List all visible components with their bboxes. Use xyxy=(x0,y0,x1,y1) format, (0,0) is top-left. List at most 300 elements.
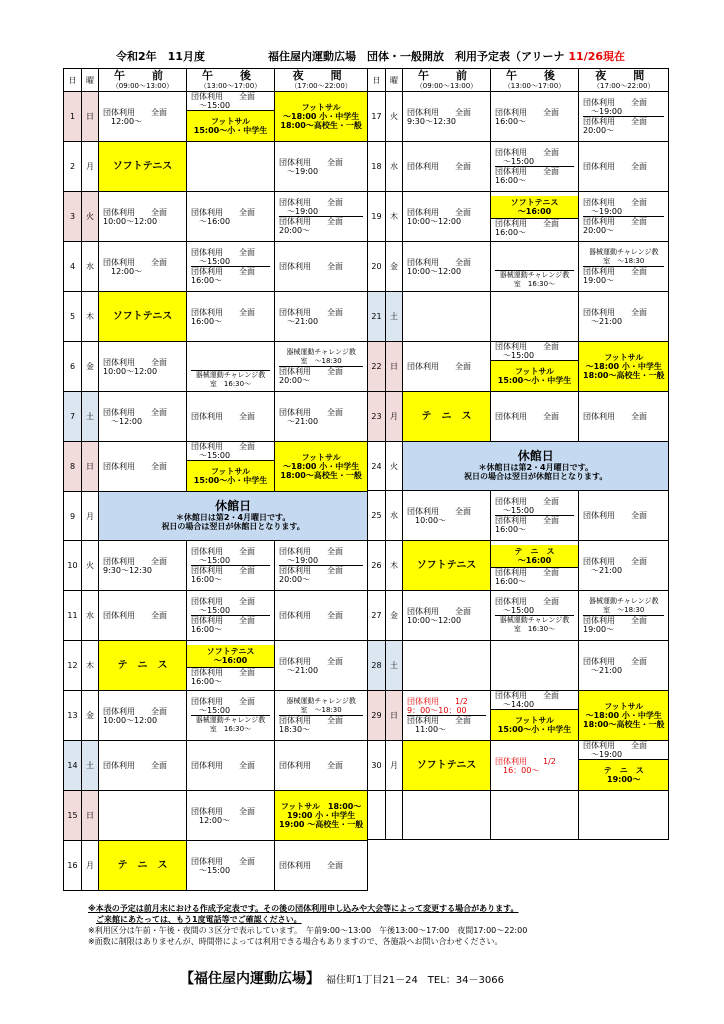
tennis-block xyxy=(579,759,668,790)
entry-time: 19:00～ xyxy=(583,625,615,634)
pm-cell xyxy=(187,791,275,841)
entry: ～18:00 小・中学生 xyxy=(585,711,662,720)
entry: 器械運動チャレンジ教 xyxy=(495,270,574,280)
weekday: 月 xyxy=(82,841,99,891)
entry: フットサル xyxy=(301,103,341,112)
entry: フットサル xyxy=(514,716,555,725)
entry: フットサル xyxy=(604,353,644,362)
table-row xyxy=(368,392,669,442)
table-row xyxy=(64,791,368,841)
col-pm xyxy=(187,69,275,92)
table-row xyxy=(368,292,669,342)
entry-time: 16:00～ xyxy=(495,176,527,185)
entry-time: 12:00～ xyxy=(111,266,143,276)
entry: 団体利用 全面 xyxy=(583,741,647,750)
entry: 団体利用 全面 xyxy=(583,412,647,421)
table-row xyxy=(64,342,368,392)
day-number: 2 xyxy=(64,142,82,192)
weekday: 金 xyxy=(386,591,403,641)
night-cell xyxy=(579,192,669,242)
entry: 19:00 小・中学生 xyxy=(287,811,356,820)
entry: 団体利用 全面 xyxy=(495,568,559,577)
pm-cell xyxy=(187,541,275,591)
table-row xyxy=(368,791,669,840)
entry-time: 室 16:30～ xyxy=(209,725,252,733)
entry: 団体利用 全面 xyxy=(279,307,343,317)
entry: 団体利用 全面 xyxy=(495,166,574,176)
entry: 団体利用 全面 xyxy=(279,262,343,271)
entry: 団体利用 全面 xyxy=(103,357,167,367)
entry: 団体利用 全面 xyxy=(583,511,647,520)
pm-cell xyxy=(491,691,579,741)
entry-time: ～21:00 xyxy=(591,565,623,575)
entry-time: ～21:00 xyxy=(591,316,623,326)
night-cell xyxy=(579,641,669,691)
day-number: 10 xyxy=(64,541,82,591)
day-number: 22 xyxy=(368,342,386,392)
day-number: 21 xyxy=(368,292,386,342)
entry-time: ～15:00 xyxy=(503,157,535,166)
entry: 団体利用 全面 xyxy=(103,556,167,566)
weekday: 水 xyxy=(386,142,403,192)
pm-cell xyxy=(491,192,579,242)
entry: 団体利用 全面 xyxy=(191,307,255,317)
footer xyxy=(180,968,504,988)
entry: 団体利用 全面 xyxy=(191,248,255,257)
futsal-block xyxy=(491,709,578,740)
entry: 団体利用 全面 xyxy=(279,861,343,870)
pm-label: 午 後 xyxy=(506,69,563,82)
am-cell xyxy=(99,741,187,791)
am-cell xyxy=(403,392,491,442)
pm-cell xyxy=(187,691,275,741)
am-cell xyxy=(403,242,491,292)
weekday: 日 xyxy=(82,92,99,142)
night-label: 夜 間 xyxy=(292,69,350,82)
am-cell xyxy=(99,591,187,641)
entry: 団体利用 全面 xyxy=(495,691,559,700)
note-4: ※面数に制限はありませんが、時間帯によっては利用できる場合もありますので、各施設へお問い合わせください。 xyxy=(88,937,503,946)
entry-time: 10:00～12:00 xyxy=(103,715,158,725)
entry: 団体利用 全面 xyxy=(407,207,471,217)
entry: テ ニ ス xyxy=(514,547,555,556)
col-night xyxy=(275,69,368,92)
weekday: 日 xyxy=(386,342,403,392)
closed-note: 祝日の場合は翌日が休館日となります。 xyxy=(161,521,305,531)
entry: 団体利用 全面 xyxy=(191,761,255,770)
night-cell xyxy=(579,691,669,741)
entry: 団体利用 全面 xyxy=(103,611,167,620)
entry-time: 9：00～10：00 xyxy=(407,706,467,715)
entry: 団体利用 全面 xyxy=(279,611,343,620)
day-number: 8 xyxy=(64,442,82,492)
am-cell xyxy=(99,541,187,591)
entry-time: ～19:00 xyxy=(287,207,319,216)
facility-name: 【福住屋内運動広場】 xyxy=(180,971,320,987)
closed-title: 休館日 xyxy=(517,448,554,463)
entry: 団体利用 全面 xyxy=(279,565,363,575)
pm-cell xyxy=(491,92,579,142)
night-cell xyxy=(275,691,368,741)
am-label: 午 前 xyxy=(418,69,475,82)
night-cell xyxy=(579,242,669,292)
empty-cell xyxy=(579,791,669,840)
entry: 器械運動チャレンジ教 xyxy=(191,715,270,725)
am-cell xyxy=(403,591,491,641)
entry: 18:00～高校生・一般 xyxy=(583,371,665,380)
entry-time: ～15:00 xyxy=(199,101,231,110)
entry-time: 11:00～ xyxy=(415,725,447,734)
entry: 19:00 ～高校生・一般 xyxy=(279,820,364,829)
entry: 団体利用 全面 xyxy=(583,307,647,317)
am-cell xyxy=(403,641,491,691)
entry: 団体利用 全面 xyxy=(495,497,559,506)
entry: 18:00～高校生・一般 xyxy=(280,471,362,480)
day-number: 1 xyxy=(64,92,82,142)
table-row xyxy=(64,142,368,192)
table-row xyxy=(368,192,669,242)
entry-time: ～16:00 xyxy=(199,216,231,226)
day-number: 12 xyxy=(64,641,82,691)
night-cell xyxy=(275,142,368,192)
entry: 団体利用 全面 xyxy=(103,761,167,770)
weekday: 日 xyxy=(82,442,99,492)
night-cell xyxy=(275,741,368,791)
table-row xyxy=(64,292,368,342)
pm-cell xyxy=(491,541,579,591)
title-text: 福住屋内運動広場 団体・一般開放 利用予定表（アリーナ xyxy=(268,50,565,63)
entry: 団体利用 全面 xyxy=(583,556,647,566)
night-cell xyxy=(275,192,368,242)
entry-time: 10:00～12:00 xyxy=(407,615,462,625)
entry: 団体利用 全面 xyxy=(191,442,255,451)
entry-time: 室 16:30～ xyxy=(209,380,252,388)
entry: フットサル 18:00～ xyxy=(280,802,362,811)
am-cell xyxy=(403,491,491,541)
day-number: 29 xyxy=(368,691,386,741)
weekday: 金 xyxy=(386,242,403,292)
notes xyxy=(88,903,527,947)
am-cell xyxy=(99,641,187,691)
pm-cell xyxy=(187,242,275,292)
night-cell xyxy=(275,242,368,292)
entry-time: 9:30～12:30 xyxy=(407,116,457,126)
weekday: 水 xyxy=(82,591,99,641)
entry: テ ニ ス xyxy=(421,411,472,422)
day-number: 4 xyxy=(64,242,82,292)
entry: 18:00～高校生・一般 xyxy=(280,121,362,130)
entry-time: 20:00～ xyxy=(583,126,615,135)
entry: 器械運動チャレンジ教 xyxy=(191,370,270,380)
entry-time: 室 ～18:30 xyxy=(300,706,342,714)
entry: ～18:00 小・中学生 xyxy=(283,462,360,471)
entry-time: 19:00～ xyxy=(583,276,615,285)
entry-time: 9:30～12:30 xyxy=(103,565,153,575)
entry: 団体利用 全面 xyxy=(191,92,255,101)
empty-cell xyxy=(403,791,491,840)
calendar-right xyxy=(367,68,669,840)
night-cell xyxy=(275,392,368,442)
night-cell xyxy=(275,641,368,691)
entry-time: ～21:00 xyxy=(287,416,319,426)
table-row xyxy=(64,641,368,691)
entry: 団体利用 全面 xyxy=(495,412,559,421)
table-row xyxy=(64,591,368,641)
table-row xyxy=(64,691,368,741)
entry: 団体利用 全面 xyxy=(407,506,471,516)
day-number: 18 xyxy=(368,142,386,192)
table-row xyxy=(64,392,368,442)
day-number: 3 xyxy=(64,192,82,242)
day-number: 15 xyxy=(64,791,82,841)
entry: 器械運動チャレンジ教 xyxy=(589,597,659,605)
entry: 団体利用 全面 xyxy=(191,412,255,421)
empty-cell xyxy=(491,791,579,840)
weekday: 火 xyxy=(386,442,403,491)
entry-time: ～15:00 xyxy=(199,706,231,715)
table-row xyxy=(368,442,669,491)
entry: 団体利用 全面 xyxy=(407,162,471,171)
entry-time: 16：00～ xyxy=(503,765,540,775)
entry-time: ～16:00 xyxy=(213,656,248,665)
entry: 団体利用 全面 xyxy=(583,266,664,276)
entry: 団体利用 全面 xyxy=(191,668,255,677)
am-cell xyxy=(403,192,491,242)
softtennis-block xyxy=(491,196,578,218)
weekday: 火 xyxy=(82,192,99,242)
night-cell xyxy=(579,142,669,192)
pm-cell xyxy=(187,442,275,492)
night-time: （17:00～22:00） xyxy=(290,82,352,90)
night-cell xyxy=(579,92,669,142)
table-row xyxy=(368,142,669,192)
day-number: 27 xyxy=(368,591,386,641)
am-cell xyxy=(99,342,187,392)
day-number: 16 xyxy=(64,841,82,891)
entry: 団体利用 全面 xyxy=(191,806,255,816)
col-weekday: 曜 xyxy=(82,69,99,92)
table-row xyxy=(368,92,669,142)
entry-time: 16:00～ xyxy=(191,575,223,584)
entry: 団体利用 1/2 xyxy=(407,697,468,706)
entry: 団体利用 全面 xyxy=(583,615,664,625)
entry: 団体利用 全面 xyxy=(279,761,343,770)
futsal-block xyxy=(187,110,274,141)
pm-cell xyxy=(491,292,579,342)
pm-cell xyxy=(187,841,275,891)
entry-time: ～16:00 xyxy=(517,207,552,216)
entry-time: 16:00～ xyxy=(495,116,527,126)
am-time: （09:00～13:00） xyxy=(415,82,478,90)
am-cell xyxy=(99,142,187,192)
am-cell xyxy=(403,691,491,741)
as-of-date: 11/26現在 xyxy=(568,50,626,63)
am-cell xyxy=(403,342,491,392)
col-am xyxy=(403,69,491,92)
entry-time: 16:00～ xyxy=(495,228,527,237)
empty-cell xyxy=(368,791,386,840)
entry-time: 20:00～ xyxy=(279,376,311,385)
night-time: （17:00～22:00） xyxy=(593,82,655,90)
am-time: （09:00～13:00） xyxy=(111,82,174,90)
month-label: 令和2年 11月度 xyxy=(116,50,205,63)
entry: フットサル xyxy=(604,702,644,711)
am-cell xyxy=(99,392,187,442)
entry: 団体利用 全面 xyxy=(191,697,255,706)
entry-time: ～15:00 xyxy=(199,257,231,266)
col-day: 日 xyxy=(368,69,386,92)
night-cell xyxy=(579,491,669,541)
day-number: 26 xyxy=(368,541,386,591)
am-cell xyxy=(99,292,187,342)
futsal-block xyxy=(187,460,274,491)
entry-time: 12:00～ xyxy=(111,116,143,126)
entry-time: 20:00～ xyxy=(279,575,311,584)
entry: 団体利用 全面 xyxy=(279,547,343,556)
weekday: 土 xyxy=(386,641,403,691)
table-row xyxy=(64,192,368,242)
closed-note: ＊休館日は第2・4月曜日です。 xyxy=(175,512,291,522)
am-cell xyxy=(99,442,187,492)
night-cell xyxy=(579,541,669,591)
entry: 15:00～小・中学生 xyxy=(193,476,268,485)
entry-time: ～16:00 xyxy=(517,556,552,565)
table-row xyxy=(64,541,368,591)
col-pm xyxy=(491,69,579,92)
entry-time: ～15:00 xyxy=(199,556,231,565)
note-2: ご来館にあたっては、もう1度電話等でご確認ください。 xyxy=(96,915,302,924)
page-title xyxy=(268,48,625,64)
table-row xyxy=(368,691,669,741)
closed-note: ＊休館日は第2・4月曜日です。 xyxy=(478,462,593,472)
entry: ソフトテニス xyxy=(206,647,255,656)
entry-time: 室 16:30～ xyxy=(513,625,556,633)
entry: 団体利用 全面 xyxy=(407,715,486,725)
day-number: 7 xyxy=(64,392,82,442)
day-number: 30 xyxy=(368,741,386,791)
entry-time: ～19:00 xyxy=(287,556,319,565)
day-number: 20 xyxy=(368,242,386,292)
closed-day-cell xyxy=(99,492,368,541)
table-row xyxy=(368,491,669,541)
entry: フットサル xyxy=(210,117,251,126)
facility-address: 福住町1丁目21－24 TEL：34－3066 xyxy=(326,975,504,986)
entry-time: 室 16:30～ xyxy=(513,280,556,288)
entry: 団体利用 全面 xyxy=(583,98,647,107)
entry-time: ～15:00 xyxy=(503,606,535,615)
entry: 団体利用 全面 xyxy=(495,515,574,525)
weekday: 火 xyxy=(386,92,403,142)
empty-cell xyxy=(386,791,403,840)
entry-time: ～15:00 xyxy=(503,351,535,360)
entry: 団体利用 全面 xyxy=(279,366,363,376)
pm-cell xyxy=(187,192,275,242)
pm-label: 午 後 xyxy=(202,69,259,82)
night-cell xyxy=(275,591,368,641)
night-cell xyxy=(579,591,669,641)
weekday: 水 xyxy=(82,242,99,292)
entry: 団体利用 全面 xyxy=(495,597,559,606)
entry: 団体利用 全面 xyxy=(583,216,664,226)
entry-time: 20:00～ xyxy=(279,226,311,235)
night-label: 夜 間 xyxy=(595,69,653,82)
entry-time: 16:00～ xyxy=(495,525,527,534)
pm-cell xyxy=(491,242,579,292)
entry-time: 室 ～18:30 xyxy=(603,606,645,614)
entry: 団体利用 全面 xyxy=(495,342,559,351)
night-cell xyxy=(579,392,669,442)
night-cell xyxy=(275,442,368,492)
day-number: 6 xyxy=(64,342,82,392)
entry-time: ～19:00 xyxy=(591,207,623,216)
entry-time: ～15:00 xyxy=(199,451,231,460)
entry-time: ～21:00 xyxy=(287,665,319,675)
entry: 団体利用 全面 xyxy=(583,198,647,207)
entry: 器械運動チャレンジ教 xyxy=(589,248,659,256)
entry: 団体利用 全面 xyxy=(583,162,647,171)
entry-time: ～15:00 xyxy=(503,506,535,515)
weekday: 金 xyxy=(82,691,99,741)
futsal-block xyxy=(491,360,578,391)
table-row xyxy=(368,541,669,591)
pm-cell xyxy=(491,142,579,192)
col-am xyxy=(99,69,187,92)
am-cell xyxy=(403,292,491,342)
entry: 団体利用 全面 xyxy=(191,266,270,276)
table-row xyxy=(64,442,368,492)
weekday: 日 xyxy=(82,791,99,841)
entry: 団体利用 全面 xyxy=(103,706,167,716)
entry: 器械運動チャレンジ教 xyxy=(495,615,574,625)
entry: 15:00～小・中学生 xyxy=(193,126,268,135)
entry: 18:00～高校生・一般 xyxy=(583,720,665,729)
entry: テ ニ ス xyxy=(117,660,168,671)
night-cell xyxy=(275,541,368,591)
entry: 団体利用 全面 xyxy=(407,107,471,117)
day-number: 13 xyxy=(64,691,82,741)
entry: 団体利用 1/2 xyxy=(495,756,556,766)
closed-day-cell xyxy=(403,442,669,491)
entry: 団体利用 全面 xyxy=(279,157,343,167)
entry: 団体利用 全面 xyxy=(495,219,559,228)
entry-time: 16:00～ xyxy=(191,625,223,634)
entry: 団体利用 全面 xyxy=(191,615,270,625)
night-cell xyxy=(275,791,368,841)
entry: 団体利用 全面 xyxy=(407,257,471,267)
table-row xyxy=(368,342,669,392)
weekday: 土 xyxy=(386,292,403,342)
night-cell xyxy=(275,342,368,392)
weekday: 月 xyxy=(82,492,99,541)
entry-time: 19:00～ xyxy=(607,775,641,784)
entry: フットサル xyxy=(301,453,341,462)
night-cell xyxy=(275,841,368,891)
entry-time: 室 ～18:30 xyxy=(300,357,342,365)
weekday: 水 xyxy=(386,491,403,541)
pm-cell xyxy=(491,641,579,691)
am-cell xyxy=(403,741,491,791)
entry: 団体利用 全面 xyxy=(103,107,167,117)
entry: ソフトテニス xyxy=(416,560,477,571)
weekday: 月 xyxy=(386,392,403,442)
weekday: 月 xyxy=(386,741,403,791)
night-cell xyxy=(275,292,368,342)
entry-time: 10:00～12:00 xyxy=(407,266,462,276)
night-cell xyxy=(275,92,368,142)
table-row xyxy=(368,741,669,791)
col-weekday: 曜 xyxy=(386,69,403,92)
day-number: 24 xyxy=(368,442,386,491)
